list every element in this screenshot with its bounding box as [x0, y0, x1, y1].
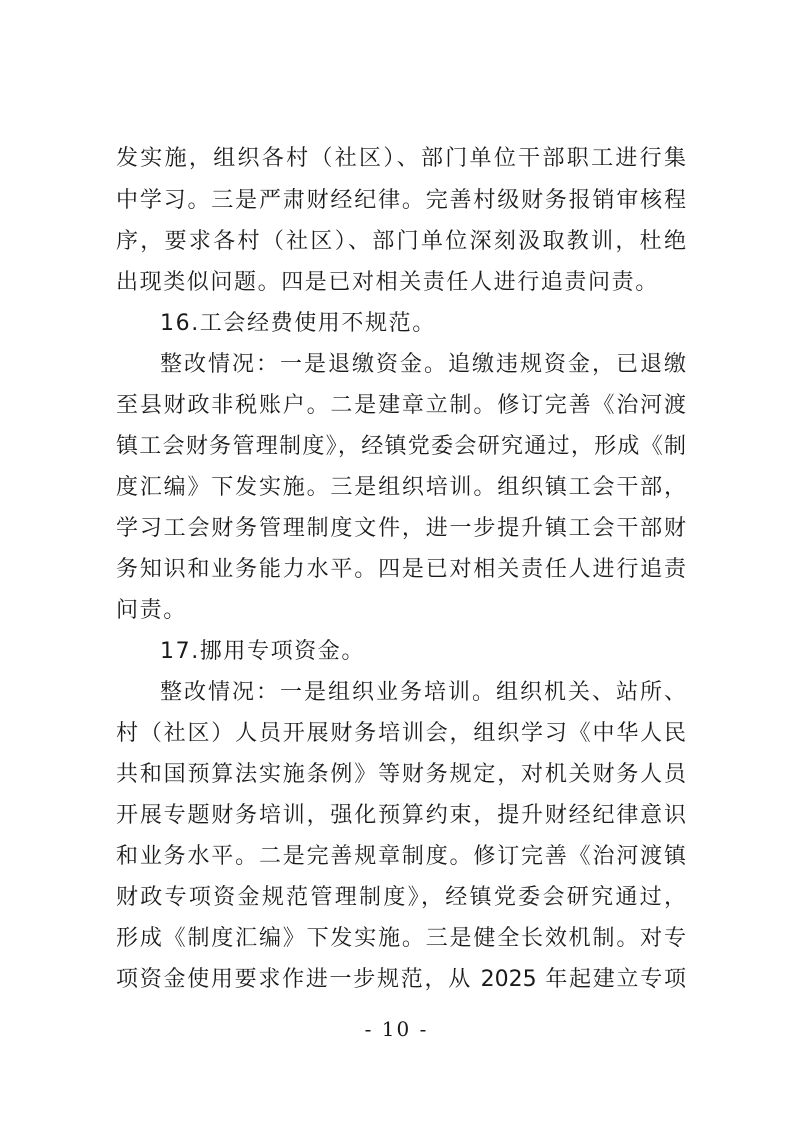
paragraph-line: 序，要求各村（社区）、部门单位深刻汲取教训，杜绝 — [116, 229, 686, 254]
paragraph-line: 开展专题财务培训，强化预算约束，提升财经纪律意识 — [116, 803, 686, 828]
paragraph-line: 整改情况：一是组织业务培训。组织机关、站所、 — [160, 680, 686, 705]
section-heading: 16.工会经费使用不规范。 — [160, 311, 436, 336]
paragraph-line: 度汇编》下发实施。三是组织培训。组织镇工会干部， — [116, 475, 686, 500]
paragraph-line: 镇工会财务管理制度》，经镇党委会研究通过，形成《制 — [116, 434, 686, 459]
paragraph-line: 中学习。三是严肃财经纪律。完善村级财务报销审核程 — [116, 188, 686, 213]
paragraph-line: 共和国预算法实施条例》等财务规定，对机关财务人员 — [116, 762, 686, 787]
paragraph-line: 财政专项资金规范管理制度》，经镇党委会研究通过， — [116, 885, 686, 910]
paragraph-line: 务知识和业务能力水平。四是已对相关责任人进行追责 — [116, 557, 686, 582]
page-number: - 10 - — [364, 1017, 429, 1041]
paragraph-line: 问责。 — [116, 598, 187, 623]
paragraph-line: 项资金使用要求作进一步规范，从 2025 年起建立专项 — [116, 967, 686, 992]
paragraph-line: 出现类似问题。四是已对相关责任人进行追责问责。 — [116, 270, 659, 295]
paragraph-line: 学习工会财务管理制度文件，进一步提升镇工会干部财 — [116, 516, 686, 541]
paragraph-line: 整改情况：一是退缴资金。追缴违规资金，已退缴 — [160, 352, 686, 377]
paragraph-line: 至县财政非税账户。二是建章立制。修订完善《治河渡 — [116, 393, 686, 418]
paragraph-line: 发实施，组织各村（社区）、部门单位干部职工进行集 — [116, 146, 686, 171]
paragraph-line: 形成《制度汇编》下发实施。三是健全长效机制。对专 — [116, 926, 686, 951]
section-heading: 17.挪用专项资金。 — [160, 639, 365, 664]
paragraph-line: 和业务水平。二是完善规章制度。修订完善《治河渡镇 — [116, 844, 686, 869]
paragraph-line: 村（社区）人员开展财务培训会，组织学习《中华人民 — [116, 721, 686, 746]
